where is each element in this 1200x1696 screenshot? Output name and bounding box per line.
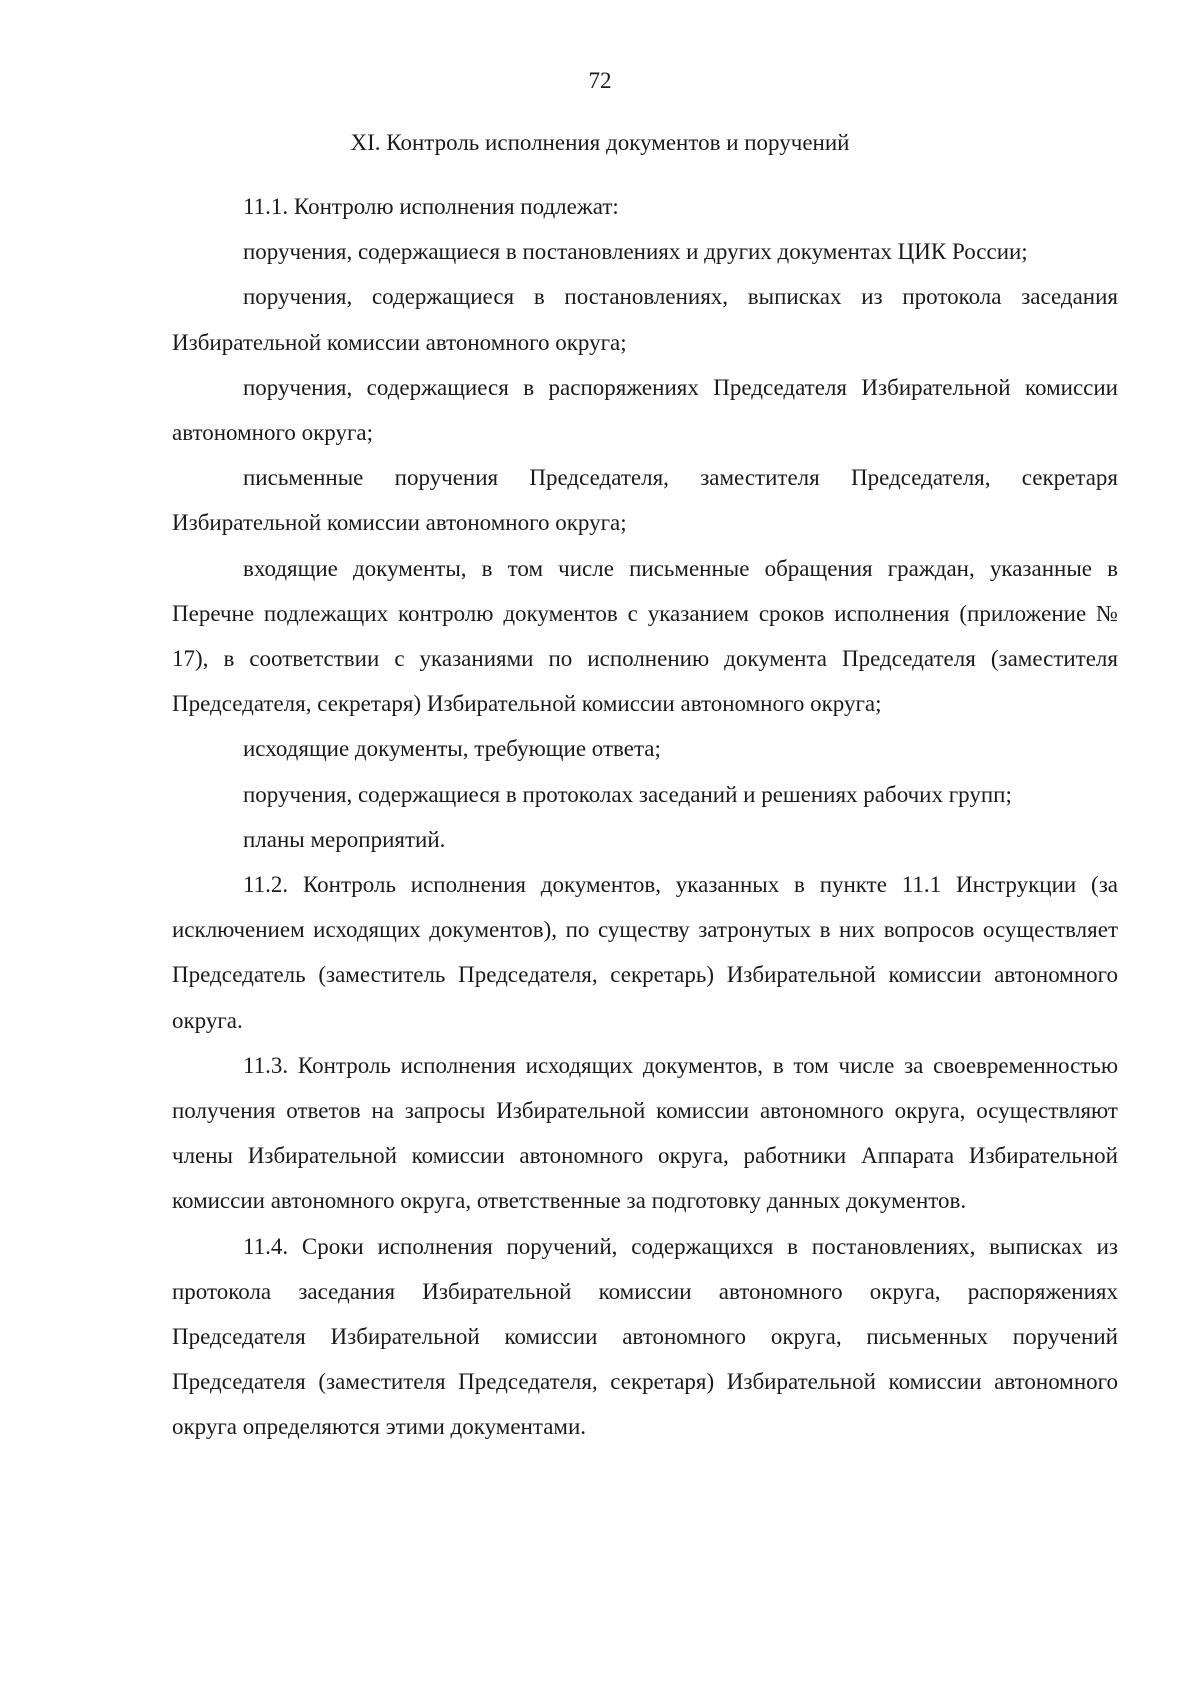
paragraph-11-3: 11.3. Контроль исполнения исходящих документов, в том числе за своевременностью получения ответов на запросы Избирательной комиссии автономного округа, осуществляют члены Избирательной комиссии автономного округа, работники Аппарата Избирательной комиссии автономного округа, ответственные за подготовку данных документов. [172, 1052, 1118, 1214]
page-number: 72 [588, 68, 612, 93]
list-item-cik-documents: поручения, содержащиеся в постановлениях и других документах ЦИК России; [243, 239, 1028, 265]
paragraph-11-1: 11.1. Контролю исполнения подлежат: [243, 194, 619, 219]
list-item-outgoing-documents: исходящие документы, требующие ответа; [243, 736, 661, 762]
paragraph-11-2: 11.2. Контроль исполнения документов, указанных в пункте 11.1 Инструкции (за исключением исходящих документов), по существу затронутых в них вопросов осуществляет Председатель (заместитель Председателя, секретарь) Избирательной комиссии автономного округа. [172, 872, 1118, 1033]
list-item-incoming-documents: входящие документы, в том числе письменные обращения граждан, указанные в Перечне подлежащих контролю документов с указанием сроков исполнения (приложение № 17), в соответствии с указаниями по исполнению документа Председателя (заместителя Председателя, секретаря) Избирательной комиссии автономного округа; [172, 555, 1118, 717]
paragraph-11-4: 11.4. Сроки исполнения поручений, содержащихся в постановлениях, выписках из протокола заседания Избирательной комиссии автономного округа, распоряжениях Председателя Избирательной комиссии автономного округа, письменных поручений Председателя (заместителя Председателя, секретаря) Избирательной комиссии автономного округа определяются этими документами. [172, 1233, 1118, 1440]
list-item-working-group-protocols: поручения, содержащиеся в протоколах заседаний и решениях рабочих групп; [243, 781, 1012, 807]
section-title: XI. Контроль исполнения документов и поручений [350, 130, 850, 155]
list-item-event-plans: планы мероприятий. [243, 826, 446, 852]
list-item-chairman-orders: поручения, содержащиеся в распоряжениях Председателя Избирательной комиссии автономного округа; [172, 374, 1118, 446]
list-item-commission-resolutions: поручения, содержащиеся в постановлениях, выписках из протокола заседания Избирательной комиссии автономного округа; [172, 284, 1118, 355]
list-item-written-instructions: письменные поручения Председателя, заместителя Председателя, секретаря Избирательной комиссии автономного округа; [172, 465, 1118, 536]
document-body [172, 184, 1118, 1450]
